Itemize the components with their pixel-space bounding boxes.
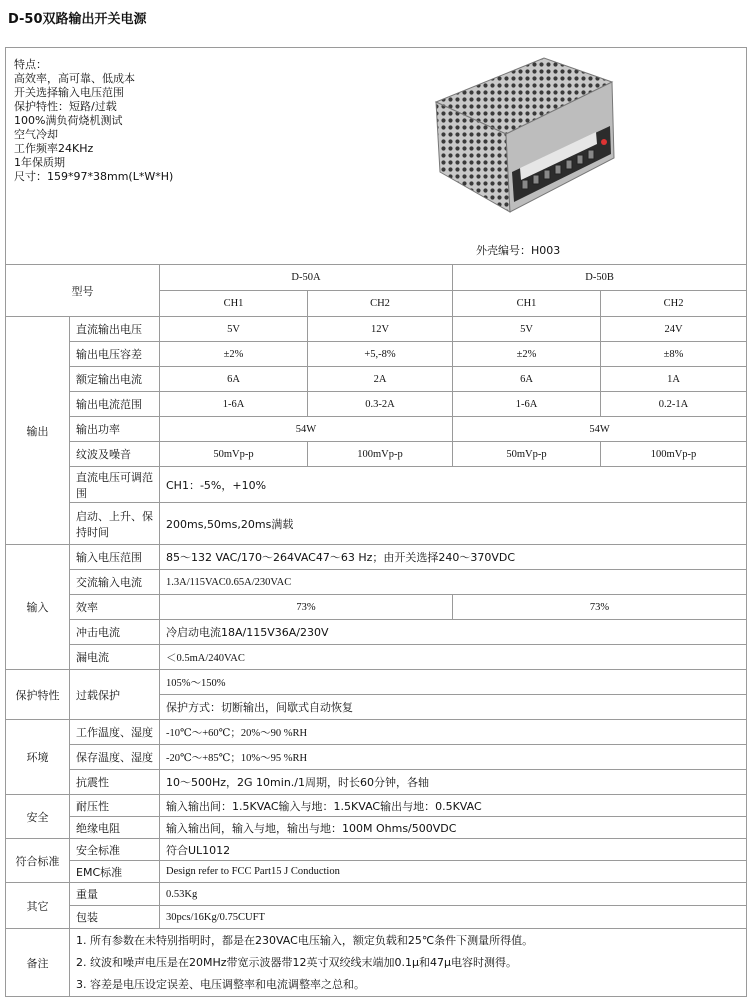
row-label: 漏电流 bbox=[70, 645, 160, 670]
table-row bbox=[6, 795, 747, 817]
spec-table bbox=[5, 47, 747, 997]
group-label-others: 其它 bbox=[6, 883, 70, 929]
row-label: 安全标准 bbox=[70, 839, 160, 861]
remark-line: 1. 所有参数在未特别指明时，都是在230VAC电压输入，额定负载和25℃条件下测量所得值。 bbox=[76, 933, 534, 947]
row-label: 输入电压范围 bbox=[70, 545, 160, 570]
channel-label: CH1 bbox=[453, 291, 601, 317]
row-label: 冲击电流 bbox=[70, 620, 160, 645]
cell-value: 100mVp-p bbox=[308, 442, 453, 467]
group-label-remarks: 备注 bbox=[6, 929, 70, 997]
cell-value: 54W bbox=[453, 417, 747, 442]
remark-line: 2. 纹波和噪声电压是在20MHz带宽示波器带12英寸双绞线末端加0.1μ和47μ电容时测得。 bbox=[76, 955, 518, 969]
cell-value: -10℃～+60℃；20%～90 %RH bbox=[160, 720, 747, 745]
cell-value: 输入输出间：1.5KVAC输入与地：1.5KVAC输出与地：0.5KVAC bbox=[160, 795, 747, 817]
model-name: D-50B bbox=[453, 265, 747, 291]
cell-value: 24V bbox=[601, 317, 747, 342]
cell-value: 50mVp-p bbox=[453, 442, 601, 467]
table-row bbox=[6, 442, 747, 467]
group-label-output: 输出 bbox=[6, 317, 70, 545]
feature-line: 1年保质期 bbox=[14, 156, 65, 169]
table-row bbox=[6, 367, 747, 392]
row-label: 包装 bbox=[70, 906, 160, 929]
row-label: 直流输出电压 bbox=[70, 317, 160, 342]
row-label: 额定输出电流 bbox=[70, 367, 160, 392]
table-row bbox=[6, 861, 747, 883]
cell-value: 5V bbox=[160, 317, 308, 342]
cell-value: 6A bbox=[160, 367, 308, 392]
channel-label: CH2 bbox=[601, 291, 747, 317]
row-label: 过载保护 bbox=[70, 670, 160, 720]
table-row bbox=[6, 883, 747, 906]
table-row bbox=[6, 503, 747, 545]
group-label-compliance: 符合标准 bbox=[6, 839, 70, 883]
table-row bbox=[6, 620, 747, 645]
feature-line: 特点： bbox=[14, 58, 47, 71]
cell-value: 10～500Hz，2G 10min./1周期，时长60分钟，各轴 bbox=[160, 770, 747, 795]
table-row bbox=[6, 317, 747, 342]
row-label: 重量 bbox=[70, 883, 160, 906]
cell-value: Design refer to FCC Part15 J Conduction bbox=[160, 861, 747, 883]
row-label: 直流电压可调范围 bbox=[70, 467, 160, 503]
table-row bbox=[6, 929, 747, 997]
table-row bbox=[6, 467, 747, 503]
cell-value: 54W bbox=[160, 417, 453, 442]
group-label-environment: 环境 bbox=[6, 720, 70, 795]
features-cell bbox=[6, 48, 747, 265]
row-label: 耐压性 bbox=[70, 795, 160, 817]
row-label: 保存温度、湿度 bbox=[70, 745, 160, 770]
cell-value: 输入输出间，输入与地，输出与地：100M Ohms/500VDC bbox=[160, 817, 747, 839]
cell-value: 0.2-1A bbox=[601, 392, 747, 417]
row-label: 输出电压容差 bbox=[70, 342, 160, 367]
cell-value: 30pcs/16Kg/0.75CUFT bbox=[160, 906, 747, 929]
cell-value: 1.3A/115VAC0.65A/230VAC bbox=[160, 570, 747, 595]
row-label: 交流输入电流 bbox=[70, 570, 160, 595]
cell-value: 1-6A bbox=[453, 392, 601, 417]
group-label-safety: 安全 bbox=[6, 795, 70, 839]
case-number-label: 外壳编号：H003 bbox=[476, 244, 561, 257]
cell-value: 1-6A bbox=[160, 392, 308, 417]
row-label: 抗震性 bbox=[70, 770, 160, 795]
cell-value: 12V bbox=[308, 317, 453, 342]
features-row bbox=[6, 48, 747, 265]
cell-value: -20℃～+85℃；10%～95 %RH bbox=[160, 745, 747, 770]
cell-value: 冷启动电流18A/115V36A/230V bbox=[160, 620, 747, 645]
remark-line: 3. 容差是电压设定误差、电压调整率和电流调整率之总和。 bbox=[76, 977, 365, 991]
cell-value: ±8% bbox=[601, 342, 747, 367]
cell-value: 6A bbox=[453, 367, 601, 392]
channel-label: CH2 bbox=[308, 291, 453, 317]
row-label: 效率 bbox=[70, 595, 160, 620]
group-label-protection: 保护特性 bbox=[6, 670, 70, 720]
cell-value: 50mVp-p bbox=[160, 442, 308, 467]
table-row bbox=[6, 342, 747, 367]
row-label: EMC标准 bbox=[70, 861, 160, 883]
row-label: 绝缘电阻 bbox=[70, 817, 160, 839]
model-label: 型号 bbox=[6, 265, 160, 317]
feature-line: 开关选择输入电压范围 bbox=[14, 86, 124, 99]
channel-label: CH1 bbox=[160, 291, 308, 317]
feature-line: 工作频率24KHz bbox=[14, 142, 94, 155]
cell-value: 105%～150% bbox=[160, 670, 747, 695]
table-row bbox=[6, 545, 747, 570]
table-row bbox=[6, 670, 747, 695]
features-list bbox=[14, 58, 173, 184]
cell-value: 符合UL1012 bbox=[160, 839, 747, 861]
row-label: 输出功率 bbox=[70, 417, 160, 442]
model-name: D-50A bbox=[160, 265, 453, 291]
cell-value: 保护方式：切断输出，间歇式自动恢复 bbox=[160, 695, 747, 720]
table-row bbox=[6, 839, 747, 861]
table-row bbox=[6, 745, 747, 770]
cell-value: CH1：-5%，+10% bbox=[160, 467, 747, 503]
row-label: 启动、上升、保持时间 bbox=[70, 503, 160, 545]
cell-value: +5,-8% bbox=[308, 342, 453, 367]
feature-line: 高效率，高可靠、低成本 bbox=[14, 72, 135, 85]
table-row bbox=[6, 817, 747, 839]
cell-value: 85～132 VAC/170～264VAC47～63 Hz；由开关选择240～370VDC bbox=[160, 545, 747, 570]
cell-value: 200ms,50ms,20ms满载 bbox=[160, 503, 747, 545]
table-row bbox=[6, 906, 747, 929]
cell-value: 1A bbox=[601, 367, 747, 392]
cell-value: ＜0.5mA/240VAC bbox=[160, 645, 747, 670]
cell-value: 73% bbox=[160, 595, 453, 620]
feature-line: 保护特性：短路/过载 bbox=[14, 100, 117, 113]
row-label: 输出电流范围 bbox=[70, 392, 160, 417]
table-row bbox=[6, 570, 747, 595]
group-label-input: 输入 bbox=[6, 545, 70, 670]
cell-value: ±2% bbox=[453, 342, 601, 367]
cell-value: ±2% bbox=[160, 342, 308, 367]
row-label: 工作温度、湿度 bbox=[70, 720, 160, 745]
feature-line: 空气冷却 bbox=[14, 128, 58, 141]
cell-value: 73% bbox=[453, 595, 747, 620]
table-row bbox=[6, 645, 747, 670]
remarks-cell bbox=[70, 929, 747, 997]
table-row bbox=[6, 595, 747, 620]
table-row bbox=[6, 720, 747, 745]
cell-value: 0.53Kg bbox=[160, 883, 747, 906]
table-row bbox=[6, 770, 747, 795]
cell-value: 2A bbox=[308, 367, 453, 392]
table-row bbox=[6, 417, 747, 442]
cell-value: 5V bbox=[453, 317, 601, 342]
row-label: 纹波及噪音 bbox=[70, 442, 160, 467]
model-header-row bbox=[6, 265, 747, 291]
feature-line: 100%满负荷烧机测试 bbox=[14, 114, 123, 127]
power-supply-image bbox=[426, 54, 616, 224]
feature-line: 尺寸：159*97*38mm(L*W*H) bbox=[14, 170, 174, 183]
page-title: D-50双路输出开关电源 bbox=[8, 12, 147, 27]
table-row bbox=[6, 392, 747, 417]
cell-value: 0.3-2A bbox=[308, 392, 453, 417]
cell-value: 100mVp-p bbox=[601, 442, 747, 467]
